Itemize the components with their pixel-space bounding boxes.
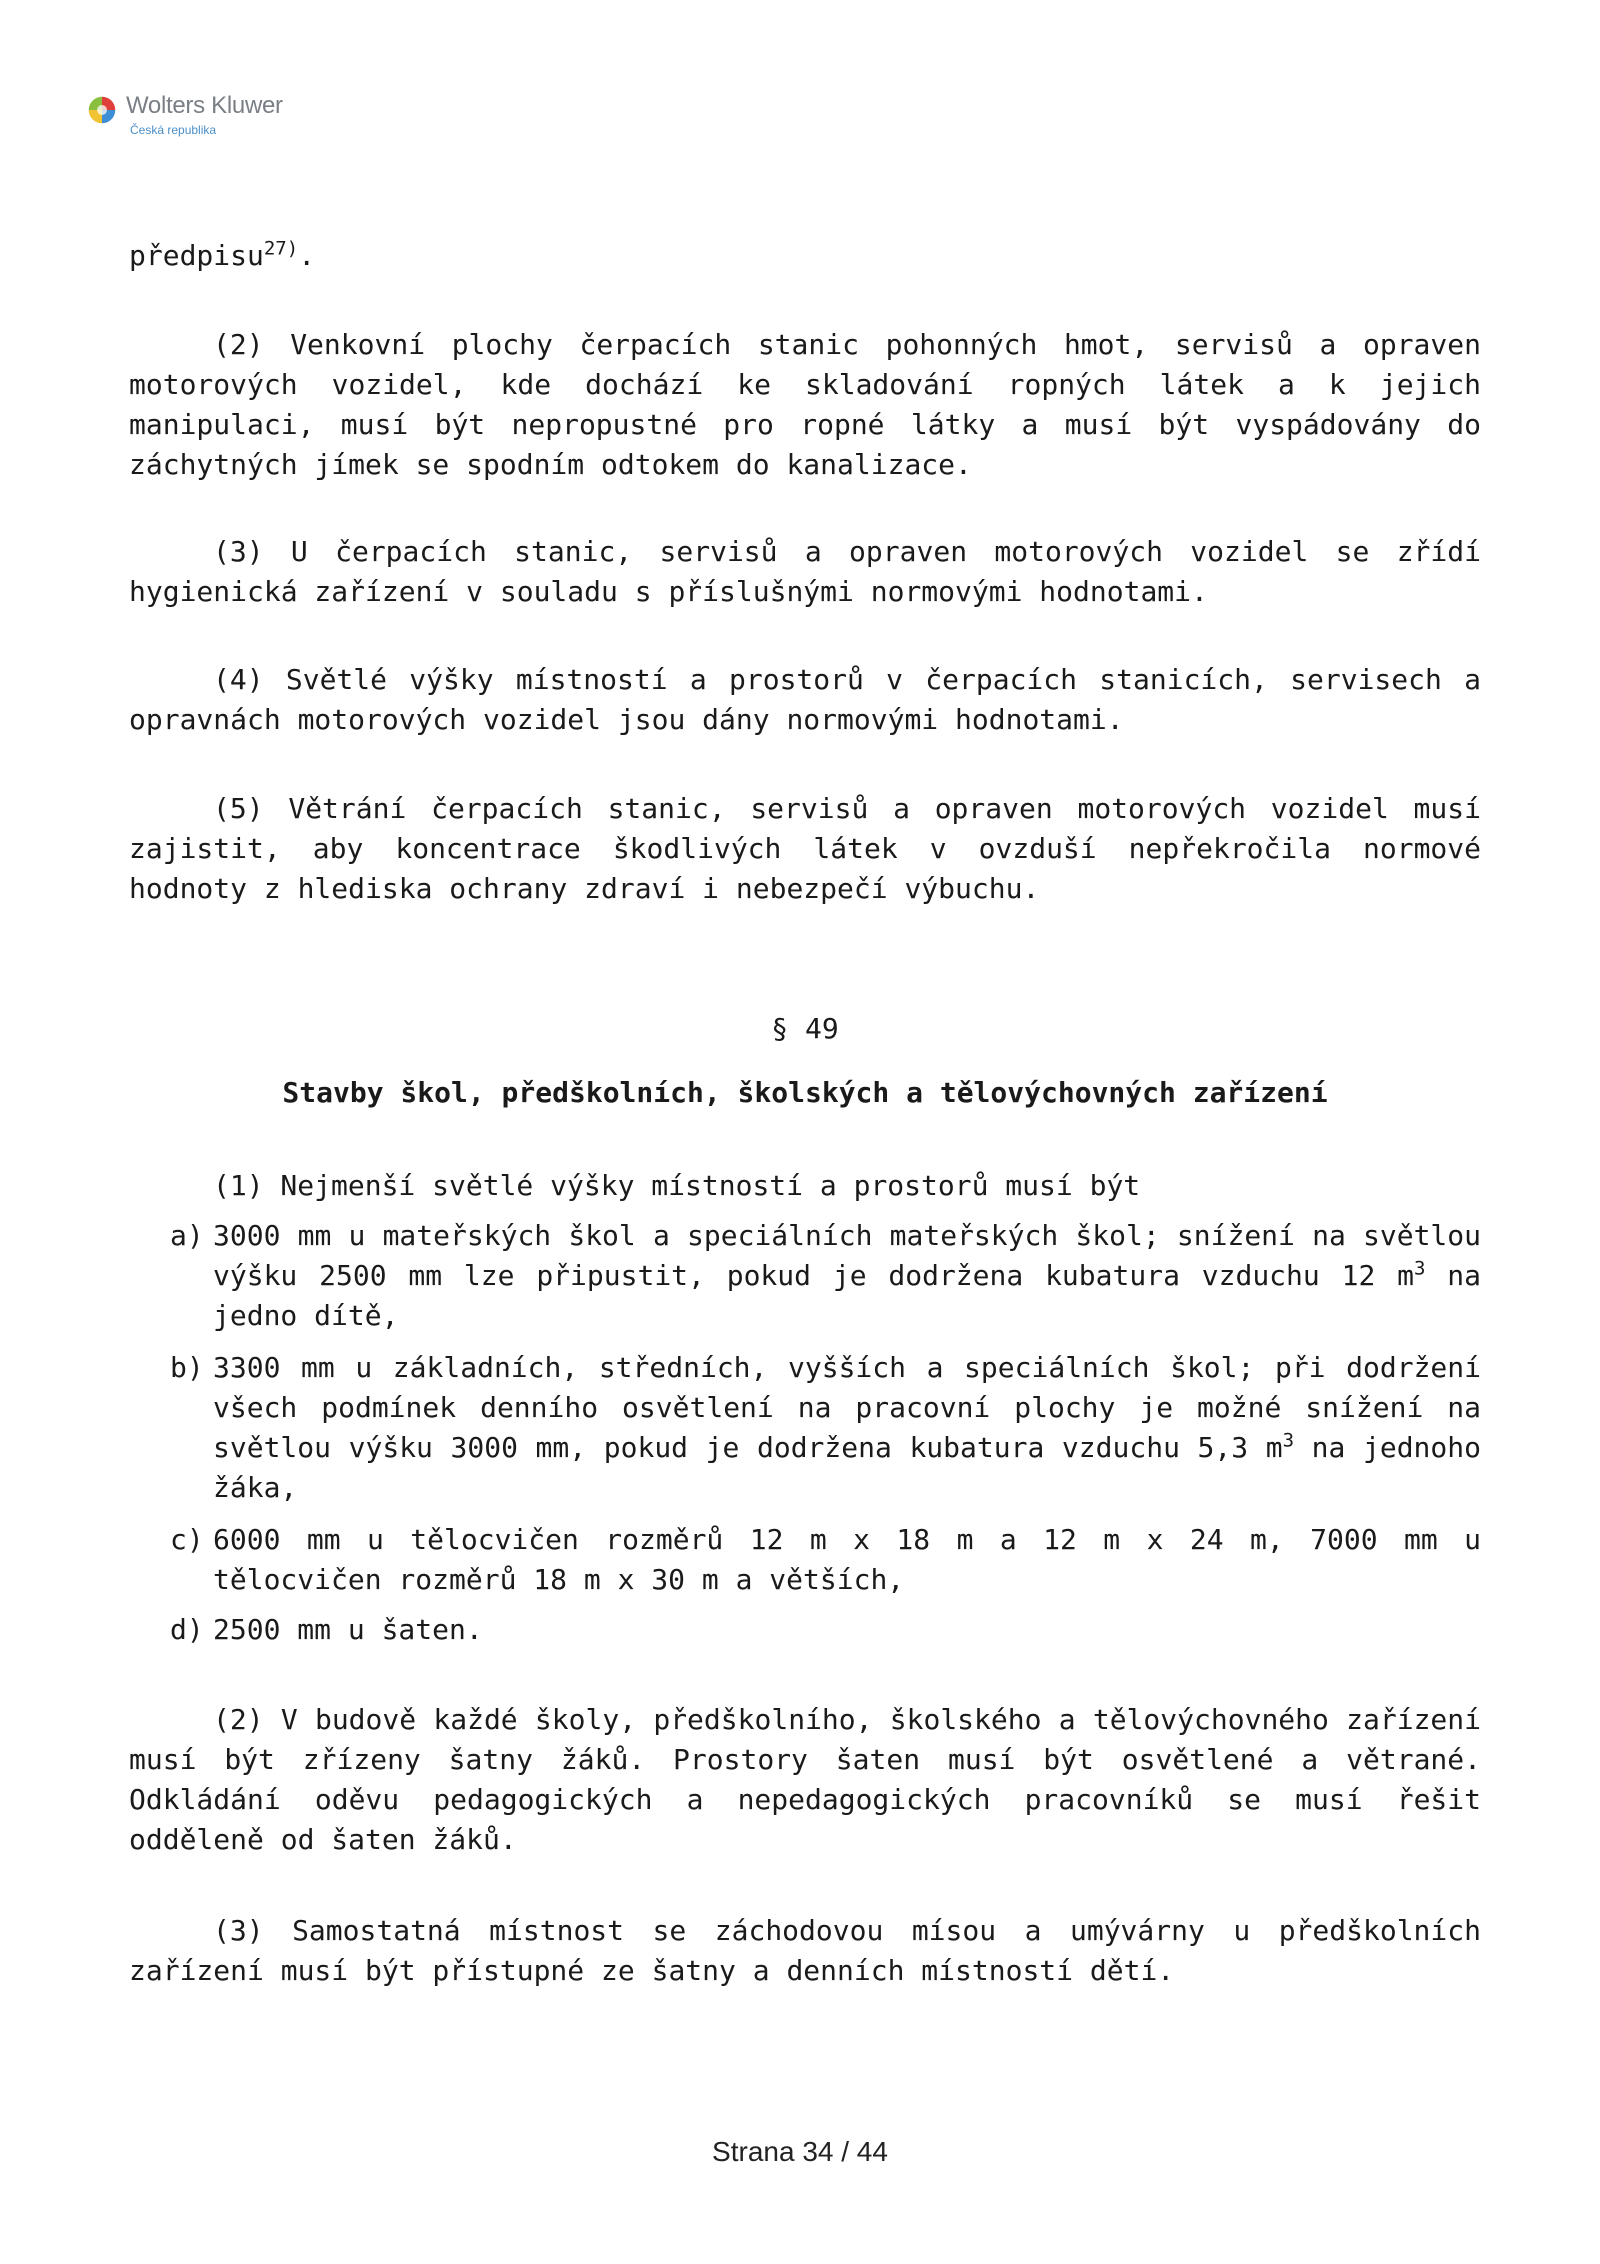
section-number: § 49 — [771, 1012, 839, 1045]
globe-logo-icon — [86, 94, 118, 126]
list-item-letter: b) — [170, 1351, 204, 1384]
intro-text: předpisu — [129, 239, 264, 272]
brand-country: Česká republika — [130, 123, 217, 137]
list-item-text: 6000 mm u tělocvičen rozměrů 12 m x 18 m a 12 m x 24 m, 7000 mm u tělocvičen rozměrů 18 m x 30 m a větších, — [213, 1523, 1481, 1596]
section-paragraph-3 — [129, 1911, 1481, 1991]
list-item-letter: c) — [170, 1523, 204, 1556]
list-item — [170, 1520, 1481, 1600]
paragraph-5-text: (5) Větrání čerpacích stanic, servisů a opraven motorových vozidel musí zajistit, aby koncentrace škodlivých látek v ovzduší nepřekročila normové hodnoty z hlediska ochrany zdraví i nebezpečí výbuchu. — [129, 792, 1481, 905]
footnote-ref: 27) — [263, 237, 299, 260]
paragraph-3 — [129, 532, 1481, 612]
paragraph-2 — [129, 325, 1481, 485]
section-paragraph-2 — [129, 1700, 1481, 1860]
paragraph-3-text: (3) U čerpacích stanic, servisů a opraven motorových vozidel se zřídí hygienická zařízení v souladu s příslušnými normovými hodnotami. — [129, 535, 1481, 608]
list-item-text: 2500 mm u šaten. — [213, 1613, 483, 1646]
list-item — [170, 1216, 1481, 1336]
section-paragraph-1-text: (1) Nejmenší světlé výšky místností a prostorů musí být — [213, 1169, 1141, 1202]
superscript: 3 — [1282, 1429, 1295, 1452]
list-item-tail: na jednoho žáka, — [213, 1431, 1481, 1504]
section-paragraph-3-text: (3) Samostatná místnost se záchodovou mísou a umývárny u předškolních zařízení musí být přístupné ze šatny a denních místností dětí. — [129, 1914, 1481, 1987]
section-title: Stavby škol, předškolních, školských a tělovýchovných zařízení — [282, 1076, 1328, 1109]
section-paragraph-1 — [129, 1166, 1481, 1206]
list-item-tail: na jedno dítě, — [213, 1259, 1481, 1332]
page-number: Strana 34 / 44 — [712, 2136, 888, 2167]
paragraph-2-text: (2) Venkovní plochy čerpacích stanic pohonných hmot, servisů a opraven motorových vozidel, kde dochází ke skladování ropných látek a k jejich manipulaci, musí být nepropustné pro ropné látky a musí být vyspádovány do záchytných jímek se spodním odtokem do kanalizace. — [129, 328, 1481, 481]
paragraph-4 — [129, 660, 1481, 740]
list-item-letter: d) — [170, 1613, 204, 1646]
paragraph-5 — [129, 789, 1481, 909]
list-item-text: 3300 mm u základních, středních, vyšších a speciálních škol; při dodržení všech podmínek denního osvětlení na pracovní plochy je možné snížení na světlou výšku 3000 mm, pokud je dodržena kubatura vzduchu 5,3 m — [213, 1351, 1481, 1464]
section-paragraph-2-text: (2) V budově každé školy, předškolního, školského a tělovýchovného zařízení musí být zřízeny šatny žáků. Prostory šaten musí být osvětlené a větrané. Odkládání oděvu pedagogických a nepedagogických pracovníků se musí řešit odděleně od šaten žáků. — [129, 1703, 1481, 1856]
brand-name: Wolters Kluwer — [126, 92, 283, 119]
list-item — [170, 1610, 1481, 1650]
list-item-text: 3000 mm u mateřských škol a speciálních mateřských škol; snížení na světlou výšku 2500 mm lze připustit, pokud je dodržena kubatura vzduchu 12 m — [213, 1219, 1481, 1292]
paragraph-4-text: (4) Světlé výšky místností a prostorů v čerpacích stanicích, servisech a opravnách motorových vozidel jsou dány normovými hodnotami. — [129, 663, 1481, 736]
intro-tail: . — [298, 239, 316, 272]
list-item-letter: a) — [170, 1219, 204, 1252]
superscript: 3 — [1414, 1257, 1426, 1280]
intro-line — [129, 236, 1481, 276]
list-item — [170, 1348, 1481, 1508]
